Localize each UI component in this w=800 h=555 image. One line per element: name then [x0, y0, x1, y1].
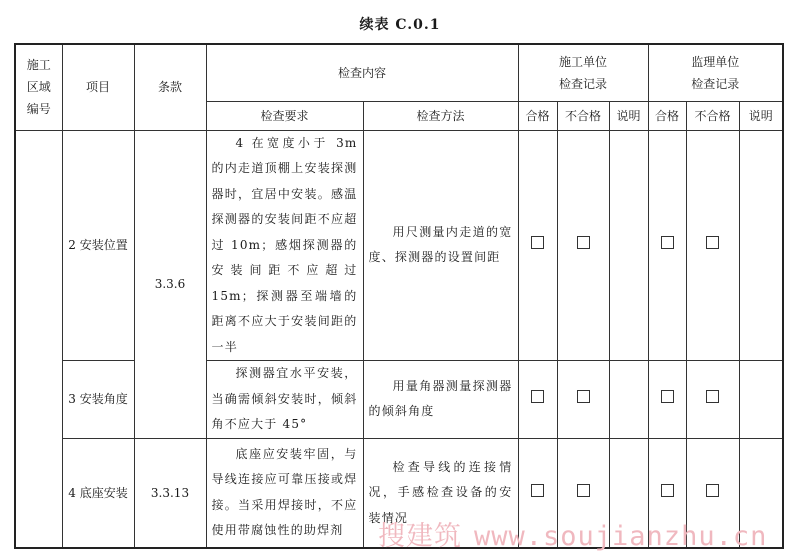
watermark-url: www.soujianzhu.cn [474, 521, 768, 552]
zone-no-cell [15, 130, 62, 548]
item-cell: 3 安装角度 [62, 361, 134, 439]
clause-cell: 3.3.13 [134, 438, 206, 548]
header-supervisor-remark: 说明 [739, 101, 783, 130]
requirement-cell: 4 在宽度小于 3m 的内走道顶棚上安装探测器时，宜居中安装。感温探测器的安装间距不应超过 10m；感烟探测器的安装间距不应超过 15m；探测器至端墙的距离不应大于安装间距的一半 [206, 130, 363, 361]
contractor-fail-cell [557, 130, 609, 361]
header-requirement: 检查要求 [206, 101, 363, 130]
contractor-fail-checkbox[interactable] [577, 236, 590, 249]
contractor-fail-cell [557, 361, 609, 439]
contractor-fail-checkbox[interactable] [577, 484, 590, 497]
header-contractor-line1: 施工单位 [559, 54, 608, 69]
supervisor-fail-cell [686, 361, 739, 439]
supervisor-pass-checkbox[interactable] [661, 236, 674, 249]
contractor-pass-checkbox[interactable] [531, 236, 544, 249]
header-zone-no [15, 44, 62, 130]
contractor-remark-cell[interactable] [609, 361, 648, 439]
contractor-pass-checkbox[interactable] [531, 484, 544, 497]
header-row-1 [15, 44, 783, 101]
header-supervisor-record [648, 44, 783, 101]
requirement-cell: 底座应安装牢固，与导线连接应可靠压接或焊接。当采用焊接时，不应使用带腐蚀性的助焊剂 [206, 438, 363, 548]
supervisor-remark-cell[interactable] [739, 130, 783, 361]
inspection-table [14, 43, 784, 549]
header-contractor-fail: 不合格 [557, 101, 609, 130]
supervisor-remark-cell[interactable] [739, 361, 783, 439]
supervisor-pass-checkbox[interactable] [661, 390, 674, 403]
header-zone-line3: 编号 [26, 102, 51, 117]
requirement-cell: 探测器宜水平安装，当确需倾斜安装时，倾斜角不应大于 45° [206, 361, 363, 439]
contractor-pass-cell [518, 130, 557, 361]
contractor-remark-cell[interactable] [609, 130, 648, 361]
header-contractor-line2: 检查记录 [559, 76, 608, 91]
header-supervisor-fail: 不合格 [686, 101, 739, 130]
header-supervisor-pass: 合格 [648, 101, 686, 130]
table-title: 续表 C.0.1 [359, 17, 441, 33]
header-inspection-content: 检查内容 [206, 44, 518, 101]
item-cell: 4 底座安装 [62, 438, 134, 548]
header-clause: 条款 [134, 44, 206, 130]
header-zone-line2: 区域 [26, 80, 51, 95]
watermark-cn: 搜建筑 [378, 521, 462, 552]
table-row [15, 130, 783, 361]
clause-cell: 3.3.6 [134, 130, 206, 438]
supervisor-fail-cell [686, 130, 739, 361]
supervisor-fail-checkbox[interactable] [706, 484, 719, 497]
header-supervisor-line2: 检查记录 [691, 76, 740, 91]
contractor-pass-checkbox[interactable] [531, 390, 544, 403]
header-contractor-remark: 说明 [609, 101, 648, 130]
supervisor-pass-checkbox[interactable] [661, 484, 674, 497]
supervisor-fail-checkbox[interactable] [706, 390, 719, 403]
contractor-fail-checkbox[interactable] [577, 390, 590, 403]
supervisor-pass-cell [648, 130, 686, 361]
method-cell: 检查导线的连接情况，手感检查设备的安装情况 [363, 438, 518, 548]
header-method: 检查方法 [363, 101, 518, 130]
header-supervisor-line1: 监理单位 [691, 54, 740, 69]
header-zone-line1: 施工 [26, 58, 51, 73]
method-cell: 用量角器测量探测器的倾斜角度 [363, 361, 518, 439]
header-contractor-record [518, 44, 648, 101]
item-cell: 2 安装位置 [62, 130, 134, 361]
header-contractor-pass: 合格 [518, 101, 557, 130]
contractor-pass-cell [518, 361, 557, 439]
supervisor-fail-checkbox[interactable] [706, 236, 719, 249]
table-row [15, 361, 783, 439]
method-cell: 用尺测量内走道的宽度、探测器的设置间距 [363, 130, 518, 361]
watermark [378, 514, 767, 553]
header-item: 项目 [62, 44, 134, 130]
supervisor-pass-cell [648, 361, 686, 439]
